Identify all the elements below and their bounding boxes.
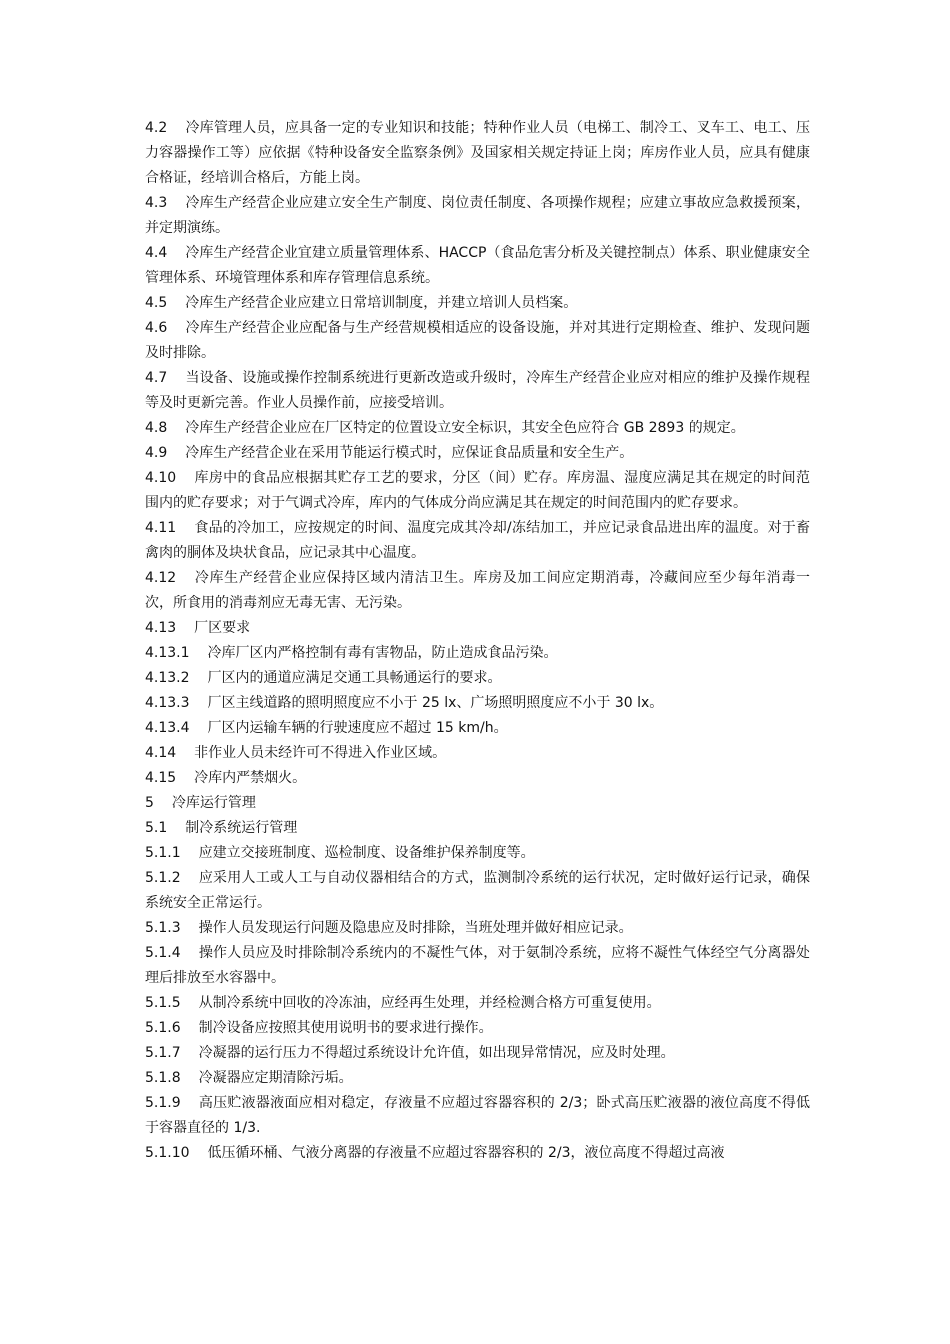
clause-text: 冷库生产经营企业在采用节能运行模式时，应保证食品质量和安全生产。 bbox=[185, 445, 634, 461]
clause-text: 制冷设备应按照其使用说明书的要求进行操作。 bbox=[198, 1020, 493, 1036]
clause-number: 4.13 bbox=[145, 620, 177, 636]
clause-4-11 bbox=[145, 516, 810, 566]
clause-number: 5.1.2 bbox=[145, 870, 181, 886]
clause-number: 5.1.1 bbox=[145, 845, 181, 861]
clause-4-10 bbox=[145, 466, 810, 516]
clause-4-3 bbox=[145, 191, 810, 241]
clause-5-1-8 bbox=[145, 1066, 810, 1091]
clause-text: 厂区主线道路的照明照度应不小于 25 lx、广场照明照度应不小于 30 lx。 bbox=[207, 695, 664, 711]
clause-5-1-2 bbox=[145, 866, 810, 916]
clause-4-4 bbox=[145, 241, 810, 291]
clause-text: 从制冷系统中回收的冷冻油，应经再生处理，并经检测合格方可重复使用。 bbox=[198, 995, 661, 1011]
clause-text: 冷库管理人员，应具备一定的专业知识和技能；特种作业人员（电梯工、制冷工、叉车工、电工、压力容器操作工等）应依据《特种设备安全监察条例》及国家相关规定持证上岗；库房作业人员，应具有健康合格证，经培训合格后，方能上岗。 bbox=[145, 120, 810, 186]
clause-number: 4.14 bbox=[145, 745, 177, 761]
clause-number: 5.1.8 bbox=[145, 1070, 181, 1086]
clause-text: 冷库厂区内严格控制有毒有害物品，防止造成食品污染。 bbox=[207, 645, 558, 661]
clause-text: 非作业人员未经许可不得进入作业区域。 bbox=[194, 745, 447, 761]
clause-number: 4.9 bbox=[145, 445, 168, 461]
clause-text: 冷库生产经营企业宜建立质量管理体系、HACCP（食品危害分析及关键控制点）体系、职业健康安全管理体系、环境管理体系和库存管理信息系统。 bbox=[145, 245, 810, 286]
clause-number: 4.15 bbox=[145, 770, 177, 786]
clause-number: 4.13.4 bbox=[145, 720, 190, 736]
clause-4-12 bbox=[145, 566, 810, 616]
document-body bbox=[145, 116, 810, 1166]
clause-text: 冷凝器的运行压力不得超过系统设计允许值，如出现异常情况，应及时处理。 bbox=[198, 1045, 675, 1061]
clause-text: 冷库生产经营企业应保持区域内清洁卫生。库房及加工间应定期消毒，冷藏间应至少每年消毒一次，所食用的消毒剂应无毒无害、无污染。 bbox=[145, 570, 810, 611]
clause-text: 低压循环桶、气液分离器的存液量不应超过容器容积的 2/3，液位高度不得超过高液 bbox=[207, 1145, 725, 1161]
clause-5-1-9 bbox=[145, 1091, 810, 1141]
clause-number: 4.12 bbox=[145, 570, 177, 586]
clause-text: 库房中的食品应根据其贮存工艺的要求，分区（间）贮存。库房温、湿度应满足其在规定的时间范围内的贮存要求；对于气调式冷库，库内的气体成分尚应满足其在规定的时间范围内的贮存要求。 bbox=[145, 470, 810, 511]
clause-text: 操作人员发现运行问题及隐患应及时排除，当班处理并做好相应记录。 bbox=[198, 920, 633, 936]
clause-text: 冷库生产经营企业应建立安全生产制度、岗位责任制度、各项操作规程；应建立事故应急救援预案，并定期演练。 bbox=[145, 195, 810, 236]
clause-5-1-1 bbox=[145, 841, 810, 866]
clause-4-13-3 bbox=[145, 691, 810, 716]
clause-4-5 bbox=[145, 291, 810, 316]
clause-number: 4.8 bbox=[145, 420, 168, 436]
clause-5 bbox=[145, 791, 810, 816]
clause-4-2 bbox=[145, 116, 810, 191]
clause-text: 食品的冷加工，应按规定的时间、温度完成其冷却/冻结加工，并应记录食品进出库的温度。对于畜禽肉的胴体及块状食品，应记录其中心温度。 bbox=[145, 520, 810, 561]
clause-number: 5.1.4 bbox=[145, 945, 181, 961]
clause-text: 制冷系统运行管理 bbox=[185, 820, 298, 836]
clause-text: 厂区内运输车辆的行驶速度应不超过 15 km/h。 bbox=[207, 720, 508, 736]
clause-4-13-2 bbox=[145, 666, 810, 691]
clause-number: 4.13.2 bbox=[145, 670, 190, 686]
clause-4-13-4 bbox=[145, 716, 810, 741]
clause-number: 5 bbox=[145, 795, 154, 811]
clause-text: 操作人员应及时排除制冷系统内的不凝性气体，对于氨制冷系统，应将不凝性气体经空气分离器处理后排放至水容器中。 bbox=[145, 945, 810, 986]
clause-5-1-4 bbox=[145, 941, 810, 991]
clause-number: 4.2 bbox=[145, 120, 168, 136]
clause-number: 5.1 bbox=[145, 820, 168, 836]
clause-text: 冷库生产经营企业应配备与生产经营规模相适应的设备设施，并对其进行定期检查、维护、发现问题及时排除。 bbox=[145, 320, 810, 361]
clause-number: 5.1.9 bbox=[145, 1095, 181, 1111]
clause-number: 5.1.3 bbox=[145, 920, 181, 936]
clause-number: 4.5 bbox=[145, 295, 168, 311]
clause-5-1-7 bbox=[145, 1041, 810, 1066]
clause-5-1-10 bbox=[145, 1141, 810, 1166]
clause-number: 5.1.5 bbox=[145, 995, 181, 1011]
clause-number: 4.10 bbox=[145, 470, 177, 486]
clause-4-13-1 bbox=[145, 641, 810, 666]
clause-number: 4.11 bbox=[145, 520, 177, 536]
clause-text: 冷库生产经营企业应建立日常培训制度，并建立培训人员档案。 bbox=[185, 295, 578, 311]
clause-text: 厂区内的通道应满足交通工具畅通运行的要求。 bbox=[207, 670, 502, 686]
clause-4-7 bbox=[145, 366, 810, 416]
clause-text: 当设备、设施或操作控制系统进行更新改造或升级时，冷库生产经营企业应对相应的维护及操作规程等及时更新完善。作业人员操作前，应接受培训。 bbox=[145, 370, 810, 411]
clause-number: 4.4 bbox=[145, 245, 168, 261]
clause-5-1-6 bbox=[145, 1016, 810, 1041]
clause-text: 高压贮液器液面应相对稳定，存液量不应超过容器容积的 2/3；卧式高压贮液器的液位高度不得低于容器直径的 1/3. bbox=[145, 1095, 810, 1136]
clause-text: 冷凝器应定期清除污垢。 bbox=[198, 1070, 353, 1086]
clause-text: 冷库运行管理 bbox=[171, 795, 256, 811]
clause-number: 5.1.10 bbox=[145, 1145, 190, 1161]
clause-text: 应采用人工或人工与自动仪器相结合的方式，监测制冷系统的运行状况，定时做好运行记录，确保系统安全正常运行。 bbox=[145, 870, 810, 911]
clause-number: 4.13.3 bbox=[145, 695, 190, 711]
clause-4-9 bbox=[145, 441, 810, 466]
clause-number: 4.3 bbox=[145, 195, 168, 211]
clause-5-1 bbox=[145, 816, 810, 841]
clause-5-1-5 bbox=[145, 991, 810, 1016]
clause-number: 4.7 bbox=[145, 370, 168, 386]
clause-text: 厂区要求 bbox=[194, 620, 251, 636]
clause-4-8 bbox=[145, 416, 810, 441]
clause-number: 5.1.7 bbox=[145, 1045, 181, 1061]
clause-4-13 bbox=[145, 616, 810, 641]
clause-text: 应建立交接班制度、巡检制度、设备维护保养制度等。 bbox=[198, 845, 535, 861]
clause-number: 4.13.1 bbox=[145, 645, 190, 661]
clause-5-1-3 bbox=[145, 916, 810, 941]
clause-text: 冷库内严禁烟火。 bbox=[194, 770, 307, 786]
clause-4-6 bbox=[145, 316, 810, 366]
clause-4-14 bbox=[145, 741, 810, 766]
clause-4-15 bbox=[145, 766, 810, 791]
clause-number: 5.1.6 bbox=[145, 1020, 181, 1036]
clause-number: 4.6 bbox=[145, 320, 168, 336]
clause-text: 冷库生产经营企业应在厂区特定的位置设立安全标识，其安全色应符合 GB 2893 的规定。 bbox=[185, 420, 745, 436]
